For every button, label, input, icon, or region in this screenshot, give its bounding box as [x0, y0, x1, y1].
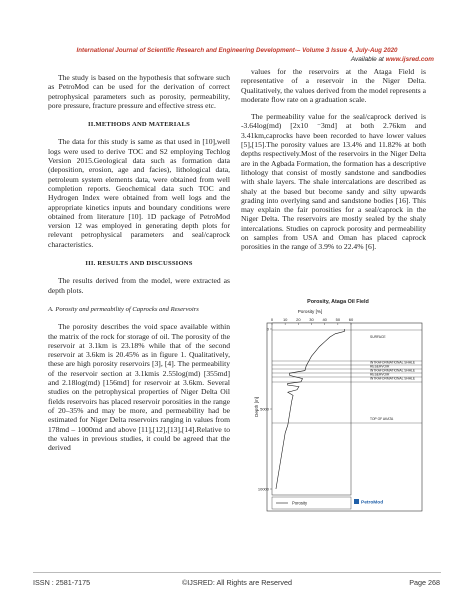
chart-title: Porosity, Ataga Oil Field [307, 299, 369, 305]
y-tick-label: 10000 [257, 486, 269, 492]
y-tick-label: 5000 [260, 406, 269, 412]
right-column [241, 67, 426, 252]
legend-label: Porosity [292, 500, 308, 506]
left-column [48, 73, 230, 452]
layer-label: TOP OF AKATA [370, 417, 394, 421]
footer-rule [33, 572, 441, 573]
footer-rights: ©IJSRED: All Rights are Reserved [182, 578, 292, 587]
x-tick-label: 50 [335, 317, 341, 322]
layer-label: RESERVOIR [370, 372, 390, 377]
section-heading-results: III. RESULTS AND DISCUSSIONS [85, 260, 193, 268]
paragraph-results-intro: The results derived from the model, were extracted as depth plots. [48, 276, 230, 295]
y-axis-label: Depth [m] [254, 397, 259, 417]
x-tick-label: 60 [348, 317, 354, 322]
paragraph-porosity: The porosity describes the void space available within the matrix of the rock for storage of oil. The porosity of the reservoir at 3.1km is 23.18% while that of the second reservoir at 3.6km is 20.45% as in figure 1. Qualitatively, these are high porosity reservoirs [3], [4]. The permeability of the reservoir section at 3.1kmis 2.55log(md) [355md] and 2.18log(md) [156md] for reservoir at 3.6km. Several studies on the petrophysical properties of Niger Delta Oil fields reservoirs has placed reservoir porosities in the range of 20–35% and may be more, and permeability had be estimated for Niger Delta reservoirs ranging in values from 178md – 1000md and above [11],[12],[13],[14].Relative to the values in previous studies, it could be agreed that the derived [48, 322, 230, 453]
x-tick-label: 20 [296, 317, 301, 322]
x-tick-label: 40 [322, 317, 327, 322]
porosity-depth-plot [252, 297, 424, 513]
paragraph-hypothesis: The study is based on the hypothesis that software such as PetroMod can be used for the derivation of correct petrophysical parameters such as porosity, permeability, pore pressure, fracture pressure and effective stress etc. [48, 73, 230, 110]
paragraph-reservoir-values: values for the reservoirs at the Ataga Field is representative of a reservoir in the Niger Delta. Qualitatively, the values derived from the model represents a moderate flow rate on a graduation scale. [241, 67, 426, 104]
journal-url[interactable]: www.ijsred.com [385, 56, 434, 63]
x-axis-label: Porosity [%] [297, 309, 323, 314]
y-tick-group [258, 327, 272, 492]
petromod-logo [354, 499, 383, 506]
paragraph-methods: The data for this study is same as that used in [10],well logs were used to derive TOC and S2 employing Techlog Version 2015.Geological data such as formation data (deposition, erosion, age and facies), lithological data, petroleum system elements data, were obtained from well completion reports. Geochemical data such TOC and Hydrogen Index were obtained from well logs and the appropriate kinetics inputs and boundary conditions were obtained from literature [10]. 1D package of PetroMod version 12 was employed in generating depth plots for relevant petrophysical parameters and seal/caprock characteristics. [48, 137, 230, 249]
layer-label: SURFACE [370, 335, 386, 339]
paragraph-permeability: The permeability value for the seal/caprock derived is -3.64log(md) [2x10 ⁻3md] at both 2.76km and 3.41km,caprocks have been recorded to have lower values [5],[15].The porosity values are 13.4% and 11.82% at both depths respectively.Most of the reservoirs in the Niger Delta are in the Agbada Formation, the formation has a descriptive lithology that consist of mostly sandstone and sandbodies with shale layers. The shale intercalations are described as shaly at the based but become sandy and silty upwards grading into overlying sand and sandstone bodies [16]. This may explain the fair porosities for a seal/caprock in the Niger Delta. The reservoirs are mostly sealed by the shaly intercalations. Studies on caprock porosity and permeability on samples from USA and Oman has placed caprock porosities in the range of 3.9% to 22.4% [6]. [241, 112, 426, 252]
layer-label: RESERVOIR [370, 364, 390, 369]
journal-header: International Journal of Scientific Research and Engineering Development-– Volume 3 Issue 4, July-Aug 2020 [76, 47, 398, 54]
y-tick-label: 0 [266, 326, 269, 332]
plot-area [272, 323, 351, 495]
footer-issn: ISSN : 2581-7175 [33, 578, 91, 587]
petromod-brand: PetroMod [361, 500, 384, 506]
x-tick-label: 10 [282, 317, 288, 322]
availability-line [351, 56, 434, 63]
available-prefix: Available at [350, 56, 386, 63]
layer-label: INTRAFORMATIONAL SHALE [370, 360, 416, 365]
layer-label: INTRAFORMATIONAL SHALE [370, 376, 416, 381]
petromod-logo-icon [354, 499, 359, 504]
porosity-figure [252, 297, 424, 513]
footer-page-number: Page 268 [409, 578, 440, 587]
layer-label: INTRAFORMATIONAL SHALE [370, 368, 416, 373]
section-heading-methods: II.METHODS AND MATERIALS [88, 121, 190, 129]
layer-label-group [370, 335, 416, 421]
subsection-heading-porosity: A. Porosity and permeability of Caprocks and Reservoirs [48, 305, 199, 313]
x-tick-label: 30 [309, 317, 314, 322]
x-tick-label: 0 [270, 317, 274, 322]
